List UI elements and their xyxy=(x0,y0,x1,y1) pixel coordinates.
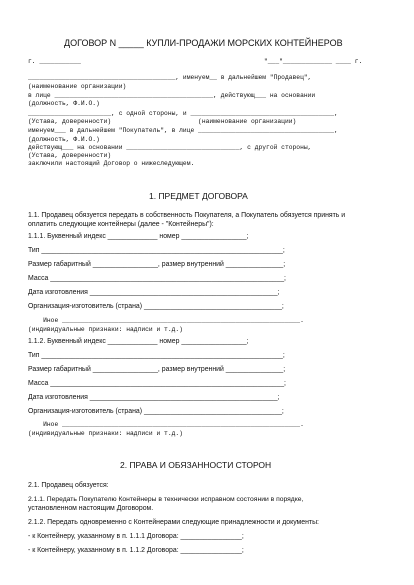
clause-1-1-1: 1.1.1. Буквенный индекс _____________ номер _________________; xyxy=(28,233,249,240)
section-1-heading: 1. ПРЕДМЕТ ДОГОВОРА xyxy=(149,191,248,201)
preamble-hint-position-2: (должность, Ф.И.О.) xyxy=(28,136,100,143)
preamble-line-2: в лице __________________________________________, действующ___ на основании xyxy=(28,92,316,99)
preamble-hint-charter: (Устава, доверенности) xyxy=(28,152,112,159)
container-2-manufacture-date: Дата изготовления _________________________________________________; xyxy=(28,394,280,401)
container-1-mass: Масса _____________________________________________________________; xyxy=(28,275,286,282)
container-2-other-hint: (индивидуальные признаки: надписи и т.д.) xyxy=(28,430,183,437)
preamble-line-3: ______________________, с одной стороны, и ______________________________________, xyxy=(28,110,338,117)
container-2-size: Размер габаритный _________________, размер внутренний _______________; xyxy=(28,366,286,373)
preamble-line-4: именуем___ в дальнейшем "Покупатель", в лице ____________________________________, xyxy=(28,127,338,134)
container-1-manufacturer: Организация-изготовитель (страна) ____________________________________; xyxy=(28,303,284,310)
clause-1-1-2: 1.1.2. Буквенный индекс _____________ номер _________________; xyxy=(28,338,249,345)
preamble-hint-position: (должность, Ф.И.О.) xyxy=(28,100,100,107)
clause-1-1-line-1: 1.1. Продавец обязуется передать в собственность Покупателя, а Покупатель обязуется принять и xyxy=(28,212,346,219)
preamble-line-5: действующ___ на основании ______________________________, с другой стороны, xyxy=(28,144,312,151)
clause-2-1-1-line-2: установленном настоящим Договором. xyxy=(28,505,154,512)
container-2-manufacturer: Организация-изготовитель (страна) ____________________________________; xyxy=(28,408,284,415)
date-line: "___"_____________ ____ г. xyxy=(264,58,363,65)
preamble-hint-charter-organization: (Устава, доверенности) (наименование организации) xyxy=(28,118,297,125)
accessories-container-1: - к Контейнеру, указанному в п. 1.1.1 Договора: ________________; xyxy=(28,533,244,540)
clause-1-1-line-2: оплатить следующие контейнеры (далее - "Контейнеры"): xyxy=(28,221,214,228)
container-2-other: Иное _______________________________________________________________. xyxy=(28,421,304,428)
accessories-container-2: - к Контейнеру, указанному в п. 1.1.2 Договора: ________________; xyxy=(28,547,244,554)
container-1-other-hint: (индивидуальные признаки: надписи и т.д.) xyxy=(28,326,183,333)
container-1-type: Тип _______________________________________________________________; xyxy=(28,247,285,254)
clause-2-1: 2.1. Продавец обязуется: xyxy=(28,482,109,489)
container-1-other: Иное _______________________________________________________________. xyxy=(28,317,304,324)
preamble-closing: заключили настоящий Договор о нижеследующем. xyxy=(28,160,195,167)
container-2-mass: Масса _____________________________________________________________; xyxy=(28,380,286,387)
place-line: г. ___________ xyxy=(28,58,81,65)
document-title: ДОГОВОР N _____ КУПЛИ-ПРОДАЖИ МОРСКИХ КОНТЕЙНЕРОВ xyxy=(64,38,343,48)
clause-2-1-2: 2.1.2. Передать одновременно с Контейнерами следующие принадлежности и документы: xyxy=(28,519,319,526)
preamble-hint-organization: (наименование организации) xyxy=(28,83,127,90)
section-2-heading: 2. ПРАВА И ОБЯЗАННОСТИ СТОРОН xyxy=(120,460,272,470)
preamble-line-1: _______________________________________, именуем__ в дальнейшем "Продавец", xyxy=(28,74,312,81)
clause-2-1-1-line-1: 2.1.1. Передать Покупателю Контейнеры в технически исправном состоянии в порядке, xyxy=(28,496,304,503)
container-1-manufacture-date: Дата изготовления _________________________________________________; xyxy=(28,289,280,296)
container-1-size: Размер габаритный _________________, размер внутренний _______________; xyxy=(28,261,286,268)
container-2-type: Тип _______________________________________________________________; xyxy=(28,352,285,359)
